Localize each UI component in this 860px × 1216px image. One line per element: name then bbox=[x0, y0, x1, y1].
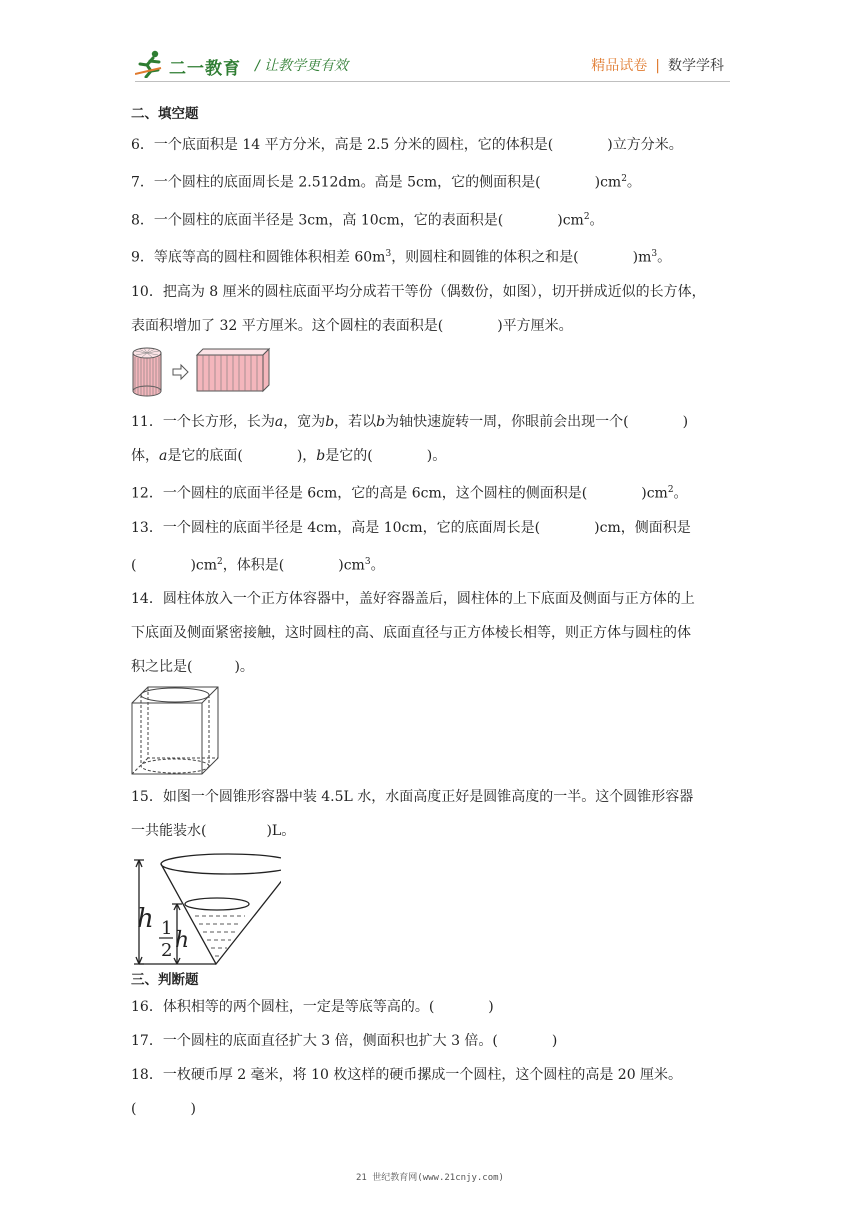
q7-text: 7．一个圆柱的底面周长是 2.512dm。高是 5cm，它的侧面积是( bbox=[131, 174, 541, 191]
question-11-line-1 bbox=[131, 405, 731, 439]
q13-unit-1: )cm bbox=[190, 557, 218, 574]
q8-text: 8．一个圆柱的底面半径是 3cm，高 10cm，它的表面积是( bbox=[131, 212, 504, 229]
q18-close: ) bbox=[190, 1101, 196, 1118]
question-6 bbox=[131, 128, 731, 162]
q11-var-b: b bbox=[325, 413, 335, 430]
q15-text: 一共能装水( bbox=[131, 823, 207, 840]
q11-close: ) bbox=[682, 413, 689, 430]
q13-text-2: )cm，侧面积是 bbox=[594, 519, 691, 536]
question-13-line-1 bbox=[131, 511, 731, 545]
logo-text: 二一教育 bbox=[169, 59, 241, 79]
half-fraction-numerator: 1 bbox=[161, 918, 173, 940]
q9-sup-1: 3 bbox=[385, 249, 392, 260]
q9-text-2: ，则圆柱和圆锥的体积之和是( bbox=[391, 249, 579, 266]
q13-sup-1: 2 bbox=[217, 556, 223, 567]
header-divider bbox=[135, 81, 730, 82]
half-fraction-denominator: 2 bbox=[161, 940, 173, 962]
question-16 bbox=[131, 990, 731, 1024]
q7-sup: 2 bbox=[621, 174, 627, 184]
question-12 bbox=[131, 473, 731, 511]
page-footer: 21 世纪教育网(www.21cnjy.com) bbox=[356, 1173, 504, 1183]
q12-text: 12．一个圆柱的底面半径是 6cm，它的高是 6cm，这个圆柱的侧面积是( bbox=[131, 485, 588, 502]
q13-unit-2: )cm bbox=[338, 557, 365, 574]
question-18-line-2 bbox=[131, 1092, 731, 1126]
q11-text-4: 为轴快速旋转一周，你眼前会出现一个( bbox=[385, 413, 629, 430]
runner-logo-icon bbox=[135, 50, 167, 78]
cylinder-sliced-image bbox=[133, 348, 161, 396]
question-15-line-1: 15．如图一个圆锥形容器中装 4.5L 水，水面高度正好是圆锥高度的一半。这个圆锥形容器 bbox=[131, 789, 694, 806]
q10-text: 表面积增加了 32 平方厘米。这个圆柱的表面积是( bbox=[131, 317, 444, 334]
subject-label: 数学学科 bbox=[668, 58, 724, 74]
question-14-line-2: 下底面及侧面紧密接触，这时圆柱的高、底面直径与正方体棱长相等，则正方体与圆柱的体 bbox=[131, 625, 691, 642]
cone-container-figure bbox=[131, 852, 281, 970]
q12-end: 。 bbox=[673, 485, 688, 502]
question-11-line-2 bbox=[131, 439, 731, 473]
q14-end: )。 bbox=[234, 659, 254, 676]
header-separator: | bbox=[655, 58, 660, 74]
q9-text: 9．等底等高的圆柱和圆锥体积相差 60m bbox=[131, 249, 386, 266]
q13-text: 13．一个圆柱的底面半径是 4cm，高是 10cm，它的底面周长是( bbox=[131, 519, 541, 536]
q11-var-b-2: b bbox=[376, 413, 386, 430]
question-10-line-1: 10．把高为 8 厘米的圆柱底面平均分成若干等份（偶数份，如图），切开拼成近似的长方体， bbox=[131, 283, 706, 300]
q11-text: 11．一个长方形，长为 bbox=[131, 413, 275, 430]
q17-end: ) bbox=[551, 1033, 558, 1050]
quality-tag: 精品试卷 bbox=[591, 58, 648, 74]
q8-unit: )cm bbox=[557, 212, 584, 229]
q13-open: ( bbox=[131, 557, 137, 574]
q15-end: )L。 bbox=[266, 823, 296, 840]
q9-sup-2: 3 bbox=[651, 249, 658, 260]
worksheet-content bbox=[131, 104, 731, 1126]
question-8 bbox=[131, 200, 731, 238]
question-9 bbox=[131, 237, 731, 275]
q14-text: 积之比是( bbox=[131, 659, 193, 676]
question-17 bbox=[131, 1024, 731, 1058]
header-right bbox=[591, 55, 724, 75]
q8-end: 。 bbox=[589, 212, 604, 229]
q11-text-3: ，若以 bbox=[334, 413, 377, 430]
slogan: / 让教学更有效 bbox=[255, 58, 349, 74]
q11-text-5: 体， bbox=[131, 447, 159, 464]
question-15-line-2 bbox=[131, 814, 731, 848]
cylinder-slice-figure bbox=[131, 345, 281, 401]
q13-sup-2: 3 bbox=[364, 556, 371, 567]
half-height-label: h bbox=[175, 928, 190, 954]
q11-var-a-2: a bbox=[159, 447, 168, 464]
q13-end: 。 bbox=[370, 557, 385, 574]
question-14-line-3 bbox=[131, 650, 731, 684]
q9-end: 。 bbox=[657, 249, 672, 266]
q11-var-b-3: b bbox=[316, 447, 326, 464]
q10-end: )平方厘米。 bbox=[497, 317, 573, 334]
q7-end: 。 bbox=[626, 174, 641, 191]
q6-text-end: )立方分米。 bbox=[607, 137, 683, 153]
q17-text: 17．一个圆柱的底面直径扩大 3 倍，侧面积也扩大 3 倍。( bbox=[131, 1033, 498, 1050]
q11-text-7: )， bbox=[296, 447, 317, 464]
q16-end: ) bbox=[488, 999, 494, 1016]
q12-sup: 2 bbox=[667, 484, 674, 495]
question-18-line-1: 18．一枚硬币厚 2 毫米，将 10 枚这样的硬币摞成一个圆柱，这个圆柱的高是 20 厘米。 bbox=[131, 1067, 683, 1084]
cone-height-label: h bbox=[137, 904, 154, 935]
question-7 bbox=[131, 162, 731, 200]
q11-text-2: ，宽为 bbox=[283, 413, 326, 430]
approx-cuboid-image bbox=[197, 349, 269, 391]
cylinder-in-cube-figure bbox=[131, 686, 226, 778]
q16-text: 16．体积相等的两个圆柱，一定是等底等高的。( bbox=[131, 999, 435, 1016]
q11-text-8: 是它的( bbox=[325, 447, 373, 464]
question-14-line-1: 14．圆柱体放入一个正方体容器中，盖好容器盖后，圆柱体的上下底面及侧面与正方体的上 bbox=[131, 591, 695, 608]
q6-text: 6．一个底面积是 14 平方分米，高是 2.5 分米的圆柱，它的体积是( bbox=[131, 137, 554, 153]
q12-unit: )cm bbox=[641, 485, 668, 502]
q9-unit: )m bbox=[632, 249, 652, 266]
q7-unit: )cm bbox=[594, 174, 622, 191]
q11-var-a: a bbox=[274, 413, 284, 430]
section-title-judgement: 三、判断题 bbox=[131, 972, 199, 989]
q13-text-3: ，体积是( bbox=[222, 557, 285, 574]
page-header bbox=[135, 46, 730, 86]
q18-open: ( bbox=[131, 1101, 137, 1118]
q11-end: )。 bbox=[426, 447, 447, 464]
q11-text-6: 是它的底面( bbox=[167, 447, 243, 464]
question-13-line-2 bbox=[131, 545, 731, 583]
question-10-line-2 bbox=[131, 309, 731, 343]
q8-sup: 2 bbox=[583, 211, 590, 222]
arrow-right-icon bbox=[173, 365, 188, 379]
section-title-fill-blank: 二、填空题 bbox=[131, 106, 199, 122]
